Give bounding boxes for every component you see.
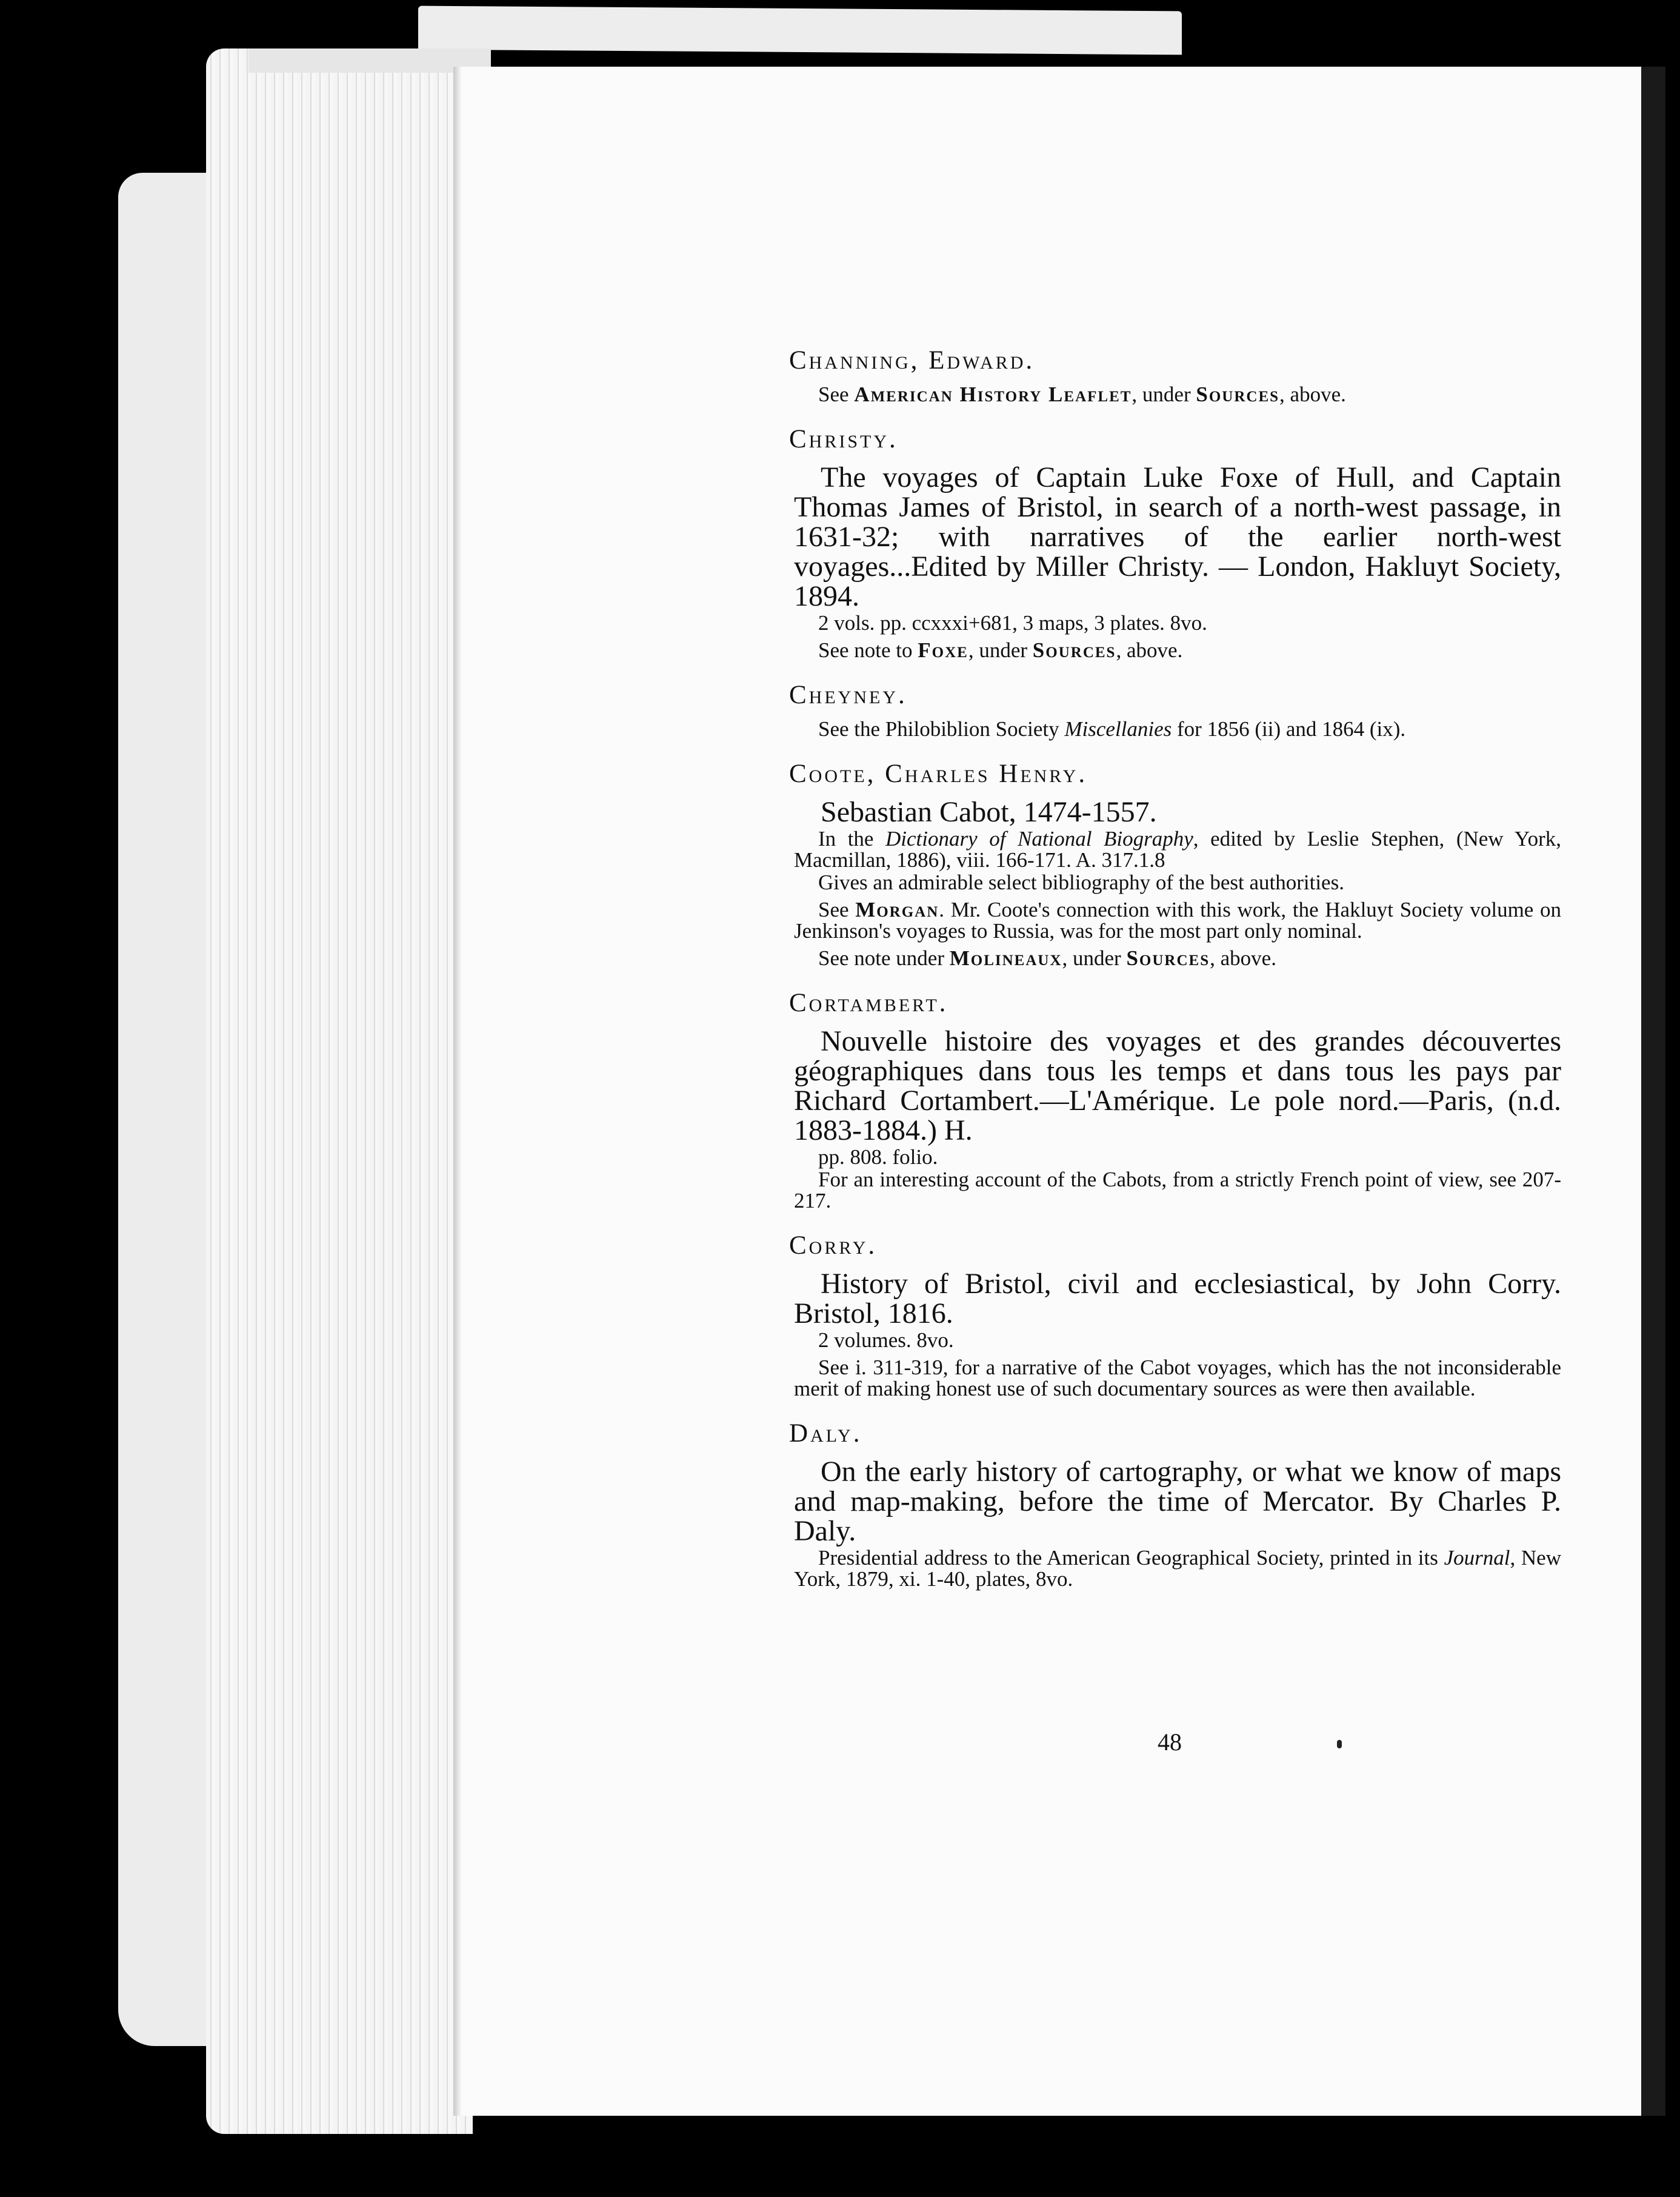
ink-speck [1337,1740,1342,1748]
entry-heading: Channing, Edward. [789,346,1035,375]
note-text: See the Philobiblion Society [818,717,1065,741]
entry-title: On the early history of cartography, or what we know of maps and map-making, before the time of Mercator. By Charles P. Daly. [794,1456,1561,1547]
entry-title: History of Bristol, civil and ecclesiastical, by John Corry. Bristol, 1816. [794,1268,1561,1329]
cross-reference: Sources [1032,638,1116,662]
note-text: pp. 808. folio. [818,1145,938,1169]
note-text: See [818,898,856,921]
note-text: , under [1132,383,1196,406]
note-text: In the [818,827,886,851]
entry-title: The voyages of Captain Luke Foxe of Hull, and Captain Thomas James of Bristol, in search of a north-west passage, in 1631-32; with narratives of the earlier north-west voyages...Edited by Miller Christy. — London, Hakluyt Society, 1894. [794,461,1561,612]
italic-title: Journal [1444,1546,1510,1570]
cross-reference: American History Leaflet [854,383,1132,406]
note-text: , above. [1210,946,1276,970]
note-text: 2 vols. pp. ccxxxi+681, 3 maps, 3 plates. 8vo. [818,611,1207,635]
italic-title: Dictionary of National Biography [885,827,1193,851]
bibliography-entries [789,346,1561,1609]
entry-note [794,1357,1561,1399]
entry-heading: Cortambert. [789,989,948,1017]
note-text: See [818,383,855,406]
entry-note [794,872,1561,893]
note-text: , under [1062,946,1127,970]
book-spine [1641,67,1665,2116]
entry-heading: Daly. [789,1419,862,1448]
note-text: , above. [1116,638,1183,662]
note-text: Gives an admirable select bibliography of the best authorities. [818,871,1344,894]
page-gutter [453,67,462,2116]
note-text: for 1856 (ii) and 1864 (ix). [1172,717,1406,741]
entry-title: Sebastian Cabot, 1474-1557. [821,796,1157,828]
cross-reference: Sources [1126,946,1210,970]
bibliography-entry [789,988,1561,1212]
note-text: Presidential address to the American Geographical Society, printed in its [818,1546,1444,1570]
bookmark-ribbon [418,6,1182,55]
note-text: , under [968,638,1033,662]
entry-note [794,640,1561,661]
note-text: , above. [1279,383,1346,406]
entry-note [794,1146,1561,1168]
page-number: 48 [1158,1728,1182,1756]
bibliography-entry [789,424,1561,662]
entry-note [794,612,1561,634]
bibliography-entry [789,346,1561,406]
entry-note [794,828,1561,871]
bibliography-entry [789,759,1561,970]
entry-note [794,948,1561,969]
entry-note [794,1329,1561,1351]
entry-note [794,1169,1561,1211]
italic-title: Miscellanies [1064,717,1172,741]
entry-note [794,384,1561,405]
entry-title: Nouvelle histoire des voyages et des grandes découvertes géographiques dans tous les temps et dans tous les pays par Richard Cortambert.—L'Amérique. Le pole nord.—Paris, (n.d. 1883-1884.) H. [794,1025,1561,1146]
note-text: For an interesting account of the Cabots, from a strictly French point of view, see 207-217. [794,1168,1561,1212]
entry-heading: Coote, Charles Henry. [789,760,1088,788]
note-text: . Mr. Coote's connection with this work, the Hakluyt Society volume on Jenkinson's voyages to Russia, was for the most part only nominal. [794,898,1561,943]
note-text: , edited by Leslie Stephen, (New York, Macmillan, 1886), viii. 166-171. A. 317.1.8 [794,827,1561,872]
bibliography-entry [789,680,1561,741]
cross-reference: Sources [1196,383,1280,406]
entry-heading: Cheyney. [789,681,907,709]
cross-reference: Molineaux [949,946,1062,970]
entry-note [794,1547,1561,1590]
entry-note [794,899,1561,941]
entry-heading: Corry. [789,1231,878,1260]
bibliography-entry [789,1419,1561,1591]
note-text: See note to [818,638,918,662]
cross-reference: Foxe [918,638,968,662]
entry-note [794,718,1561,740]
note-text: See note under [818,946,950,970]
cross-reference: Morgan [855,898,939,921]
entry-heading: Christy. [789,425,898,453]
page-edges [206,48,473,2134]
note-text: , New York, 1879, xi. 1-40, plates, 8vo. [794,1546,1561,1591]
note-text: 2 volumes. 8vo. [818,1328,954,1352]
note-text: See i. 311-319, for a narrative of the Cabot voyages, which has the not inconsiderable merit of making honest use of such documentary sources as were then available. [794,1356,1561,1400]
bibliography-entry [789,1231,1561,1400]
